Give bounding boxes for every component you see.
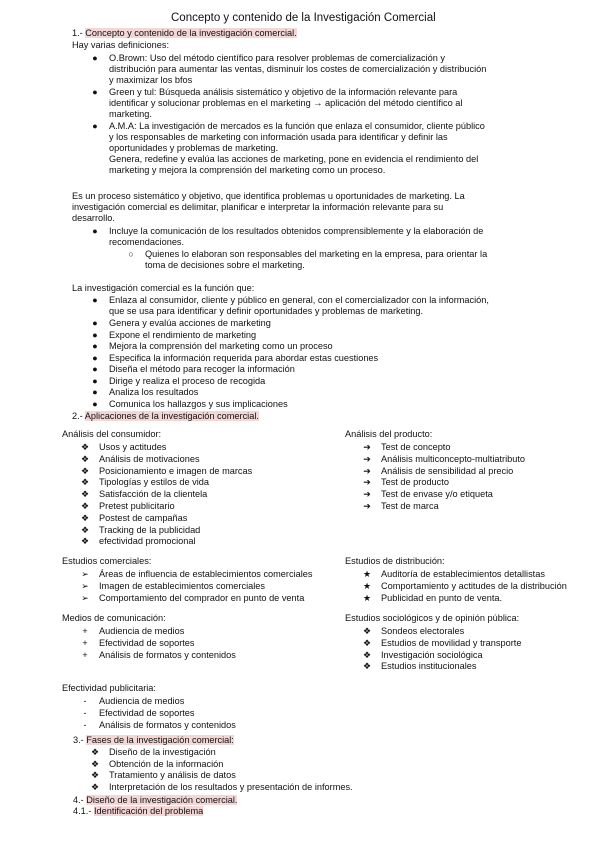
star-bullet-icon: ★ [362, 569, 372, 579]
section-2-heading-number: 2.- [72, 411, 85, 421]
bullet-dot-icon: ● [92, 387, 98, 397]
consumidor-item: Posicionamiento e imagen de marcas [99, 465, 253, 476]
diamond-bullet-icon: ❖ [90, 770, 100, 780]
definition-line: y los responsables de marketing con información usada para identificar y definir las [109, 132, 448, 142]
plus-bullet-icon: + [82, 637, 88, 648]
producto-item: Test de marca [381, 501, 439, 511]
comerciales-item: Comportamiento del comprador en punto de venta [99, 592, 305, 603]
diamond-bullet-icon: ❖ [80, 512, 90, 523]
paragraph-subbullet-line: Quienes lo elaboran son responsables del marketing en la empresa, para orientar la [145, 249, 488, 259]
bullet-dot-icon: ● [92, 87, 98, 97]
diamond-bullet-icon: ❖ [90, 781, 100, 792]
diamond-bullet-icon: ❖ [80, 524, 90, 535]
definition-line: Genera, redefine y evalúa las acciones de marketing, pone en evidencia el rendimiento del [109, 154, 479, 164]
definition-line: A.M.A: La investigación de mercados es la función que enlaza el consumidor, cliente público [109, 121, 485, 131]
paragraph-line: Es un proceso sistemático y objetivo, que identifica problemas u oportunidades de marketing. La [72, 191, 465, 201]
diamond-bullet-icon: ❖ [80, 489, 90, 500]
function-item: Expone el rendimiento de marketing [109, 329, 257, 340]
arrowhead-bullet-icon: ➢ [81, 592, 89, 603]
medios-item: Análisis de formatos y contenidos [99, 649, 236, 660]
diamond-bullet-icon: ❖ [80, 477, 90, 488]
consumidor-item: Satisfacción de la clientela [99, 489, 208, 500]
dash-bullet-icon: - [83, 707, 87, 718]
section-2-heading [72, 411, 259, 422]
definition-line: distribución para aumentar las ventas, disminuir los costes de comercialización y distribución [109, 64, 487, 74]
bullet-dot-icon: ● [92, 295, 98, 305]
producto-item: Análisis de sensibilidad al precio [381, 465, 514, 476]
section-4-1-heading-number: 4.1.- [73, 806, 94, 816]
diamond-bullet-icon: ❖ [362, 661, 372, 672]
bullet-dot-icon: ● [92, 398, 98, 409]
function-item: Comunica los hallazgos y sus implicaciones [109, 398, 288, 409]
medios-item: Audiencia de medios [99, 626, 185, 636]
arrowhead-bullet-icon: ➢ [81, 569, 89, 579]
section-3-heading-text: Fases de la investigación comercial: [86, 735, 234, 745]
function-item: Diseña el método para recoger la información [109, 364, 295, 374]
paragraph-bullet-line: Incluye la comunicación de los resultados obtenidos comprensiblemente y la elaboración de [109, 226, 484, 236]
sociologicos-item: Estudios institucionales [381, 661, 477, 672]
definition-line: O.Brown: Uso del método científico para resolver problemas de comercialización y [109, 53, 446, 63]
arrowhead-bullet-icon: ➢ [81, 580, 89, 591]
section-4-1-heading [73, 806, 203, 817]
page-title: Concepto y contenido de la Investigación Comercial [171, 12, 436, 24]
bullet-circle-icon: ○ [128, 249, 134, 259]
section-4-heading-number: 4.- [73, 795, 87, 805]
function-item: Genera y evalúa acciones de marketing [109, 318, 271, 328]
arrow-bullet-icon: ➔ [363, 442, 371, 452]
definitions-intro: Hay varias definiciones: [72, 40, 170, 50]
efectividad-item: Análisis de formatos y contenidos [99, 719, 236, 730]
diamond-bullet-icon: ❖ [90, 758, 100, 769]
function-item: Analiza los resultados [109, 387, 199, 397]
section-4-1-heading-text: Identificación del problema [93, 806, 204, 816]
diamond-bullet-icon: ❖ [362, 649, 372, 660]
diamond-bullet-icon: ❖ [362, 637, 372, 648]
phase-item: Diseño de la investigación [109, 747, 216, 757]
bullet-dot-icon: ● [92, 364, 98, 374]
producto-item: Análisis multiconcepto-multiatributo [381, 453, 525, 464]
arrow-bullet-icon: ➔ [363, 489, 371, 500]
definition-line: marketing y mejora la comprensión del marketing como un proceso. [109, 165, 386, 175]
efectividad-item: Efectividad de soportes [99, 707, 195, 718]
section-2-heading-text: Aplicaciones de la investigación comercial. [84, 411, 259, 421]
arrow-bullet-icon: ➔ [363, 453, 371, 464]
consumidor-item: Usos y actitudes [99, 442, 167, 452]
producto-item: Test de producto [381, 477, 449, 488]
sociologicos-item: Estudios de movilidad y transporte [381, 637, 522, 648]
diamond-bullet-icon: ❖ [362, 626, 372, 636]
bullet-dot-icon: ● [92, 341, 98, 351]
consumidor-item: Tipologías y estilos de vida [99, 477, 209, 488]
consumidor-item: efectividad promocional [99, 536, 196, 547]
star-bullet-icon: ★ [362, 592, 372, 603]
section-4-heading [73, 795, 237, 806]
phase-item: Interpretación de los resultados y presentación de informes. [109, 781, 353, 792]
medios-item: Efectividad de soportes [99, 637, 195, 648]
function-item-line: que se usa para identificar y definir oportunidades y problemas de marketing. [109, 306, 424, 316]
function-intro: La investigación comercial es la función que: [72, 283, 255, 293]
section-3-heading-number: 3.- [73, 735, 87, 745]
bullet-dot-icon: ● [92, 226, 98, 236]
definition-line: marketing. [109, 109, 152, 119]
phase-item: Obtención de la información [109, 758, 224, 769]
producto-item: Test de concepto [381, 442, 451, 452]
distribucion-item: Publicidad en punto de venta. [381, 592, 503, 603]
distribucion-item: Comportamiento y actitudes de la distribución [381, 580, 567, 591]
diamond-bullet-icon: ❖ [80, 442, 90, 452]
plus-bullet-icon: + [82, 649, 88, 660]
star-bullet-icon: ★ [362, 580, 372, 591]
diamond-bullet-icon: ❖ [80, 465, 90, 476]
arrow-bullet-icon: ➔ [363, 477, 371, 488]
section-4-heading-text: Diseño de la investigación comercial. [86, 795, 238, 805]
dash-bullet-icon: - [83, 719, 87, 730]
comerciales-item: Imagen de establecimientos comerciales [99, 580, 265, 591]
producto-title: Análisis del producto: [345, 429, 433, 439]
section-1-heading-text: Concepto y contenido de la investigación comercial. [85, 28, 297, 38]
comerciales-title: Estudios comerciales: [62, 556, 152, 566]
dash-bullet-icon: - [83, 696, 87, 706]
bullet-dot-icon: ● [92, 318, 98, 328]
bullet-dot-icon: ● [92, 53, 98, 63]
paragraph-line: desarrollo. [72, 213, 115, 223]
paragraph-bullet-line: recomendaciones. [109, 237, 185, 247]
paragraph-line: investigación comercial es delimitar, planificar e interpretar la información relevante para su [72, 202, 444, 212]
plus-bullet-icon: + [82, 626, 88, 636]
comerciales-item: Áreas de influencia de establecimientos comerciales [99, 569, 313, 579]
paragraph-subbullet-line: toma de decisiones sobre el marketing. [145, 260, 305, 270]
definition-line: identificar y solucionar problemas en el marketing → aplicación del método científico al [109, 98, 463, 108]
section-1-heading [72, 28, 297, 39]
bullet-dot-icon: ● [92, 329, 98, 340]
function-item-line: Enlaza al consumidor, cliente y público en general, con el comercializador con la información, [109, 295, 489, 305]
consumidor-item: Pretest publicitario [99, 501, 175, 511]
diamond-bullet-icon: ❖ [80, 536, 90, 547]
producto-item: Test de envase y/o etiqueta [381, 489, 493, 500]
definition-line: Green y tul: Búsqueda análisis sistemático y objetivo de la información relevante para [109, 87, 458, 97]
distribucion-item: Auditoría de establecimientos detallistas [381, 569, 545, 579]
arrow-bullet-icon: ➔ [363, 501, 371, 511]
function-item: Dirige y realiza el proceso de recogida [109, 375, 266, 386]
arrow-bullet-icon: ➔ [363, 465, 371, 476]
sociologicos-item: Sondeos electorales [381, 626, 465, 636]
function-item: Mejora la comprensión del marketing como un proceso [109, 341, 333, 351]
consumidor-item: Análisis de motivaciones [99, 453, 200, 464]
diamond-bullet-icon: ❖ [90, 747, 100, 757]
distribucion-title: Estudios de distribución: [345, 556, 445, 566]
diamond-bullet-icon: ❖ [80, 453, 90, 464]
sociologicos-item: Investigación sociológica [381, 649, 483, 660]
definition-line: y maximizar los bfos [109, 75, 193, 85]
consumidor-item: Postest de campañas [99, 512, 188, 523]
section-3-heading [73, 735, 234, 746]
efectividad-item: Audiencia de medios [99, 696, 185, 706]
consumidor-title: Análisis del consumidor: [62, 429, 162, 439]
phase-item: Tratamiento y análisis de datos [109, 770, 236, 780]
bullet-dot-icon: ● [92, 121, 98, 131]
definition-line: oportunidades y problemas de marketing. [109, 143, 279, 153]
section-1-heading-number: 1.- [72, 28, 86, 38]
bullet-dot-icon: ● [92, 352, 98, 363]
bullet-dot-icon: ● [92, 375, 98, 386]
efectividad-title: Efectividad publicitaria: [62, 683, 156, 693]
sociologicos-title: Estudios sociológicos y de opinión pública: [345, 613, 520, 623]
consumidor-item: Tracking de la publicidad [99, 524, 201, 535]
diamond-bullet-icon: ❖ [80, 501, 90, 511]
medios-title: Medios de comunicación: [62, 613, 166, 623]
function-item: Especifica la información requerida para abordar estas cuestiones [109, 352, 379, 363]
